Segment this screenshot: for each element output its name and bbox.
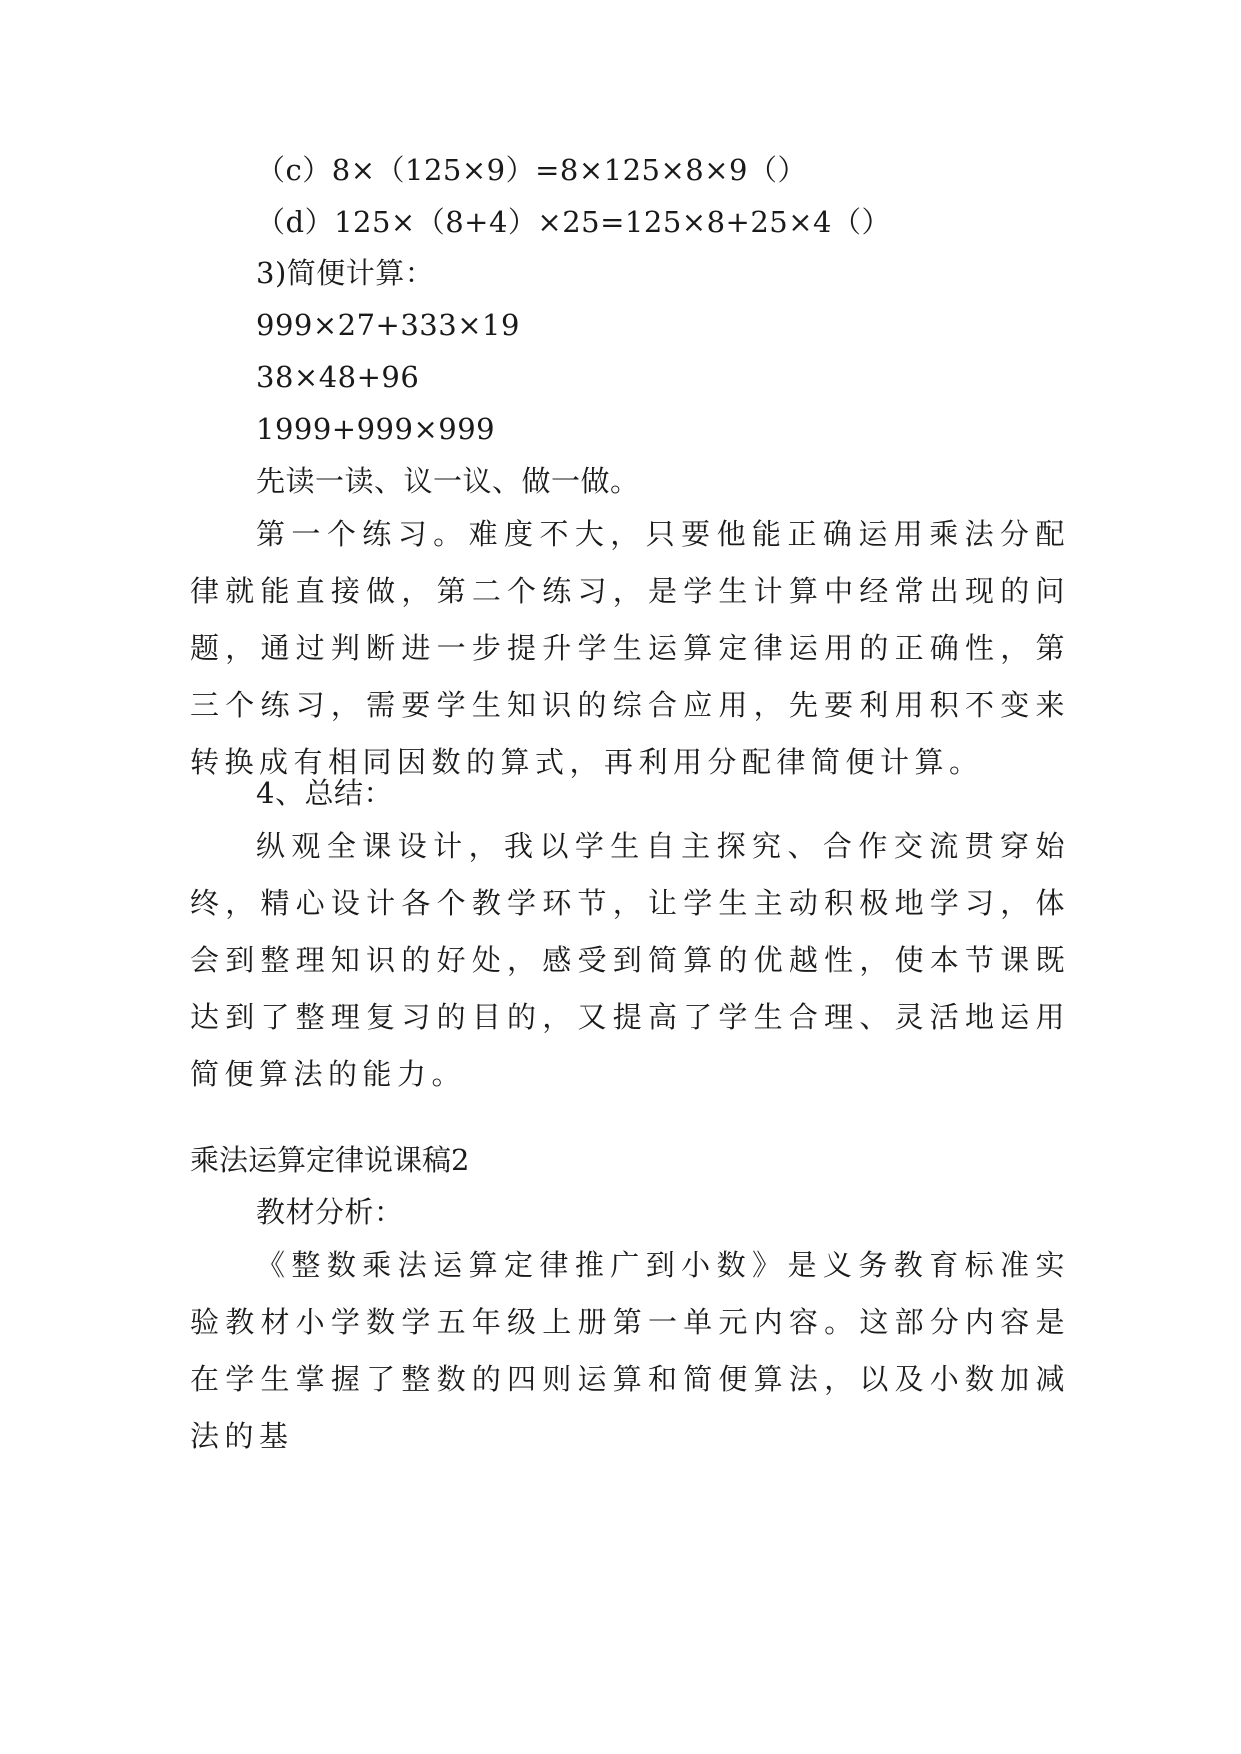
exercise-item-d: （d）125×（8+4）×25=125×8+25×4（） <box>256 205 891 239</box>
summary-heading: 4、总结： <box>256 776 393 810</box>
calc-expression-3: 1999+999×999 <box>256 412 496 446</box>
summary-paragraph: 纵观全课设计，我以学生自主探究、合作交流贯穿始终，精心设计各个教学环节，让学生主动积极地学习，体会到整理知识的好处，感受到简算的优越性，使本节课既达到了整理复习的目的，又提高了学生合理、灵活地运用简便算法的能力。 <box>190 829 1070 1091</box>
exercise-analysis-paragraph: 第一个练习。难度不大，只要他能正确运用乘法分配律就能直接做，第二个练习，是学生计算中经常出现的问题，通过判断进一步提升学生运算定律运用的正确性，第三个练习，需要学生知识的综合应用，先要利用积不变来转换成有相同因数的算式，再利用分配律简便计算。 <box>190 517 1070 779</box>
calc-expression-2: 38×48+96 <box>256 360 420 394</box>
materials-paragraph: 《整数乘法运算定律推广到小数》是义务教育标准实验教材小学数学五年级上册第一单元内容。这部分内容是在学生掌握了整数的四则运算和简便算法，以及小数加减法的基 <box>190 1248 1070 1453</box>
calc-expression-1: 999×27+333×19 <box>256 308 520 342</box>
section-heading-materials: 教材分析： <box>256 1195 404 1229</box>
exercise-item-c: （c）8×（125×9）=8×125×8×9（） <box>256 153 807 187</box>
exercise-instruction: 先读一读、议一议、做一做。 <box>256 464 640 498</box>
exercise-heading-3: 3)简便计算： <box>256 256 435 290</box>
section-title: 乘法运算定律说课稿2 <box>190 1143 470 1177</box>
